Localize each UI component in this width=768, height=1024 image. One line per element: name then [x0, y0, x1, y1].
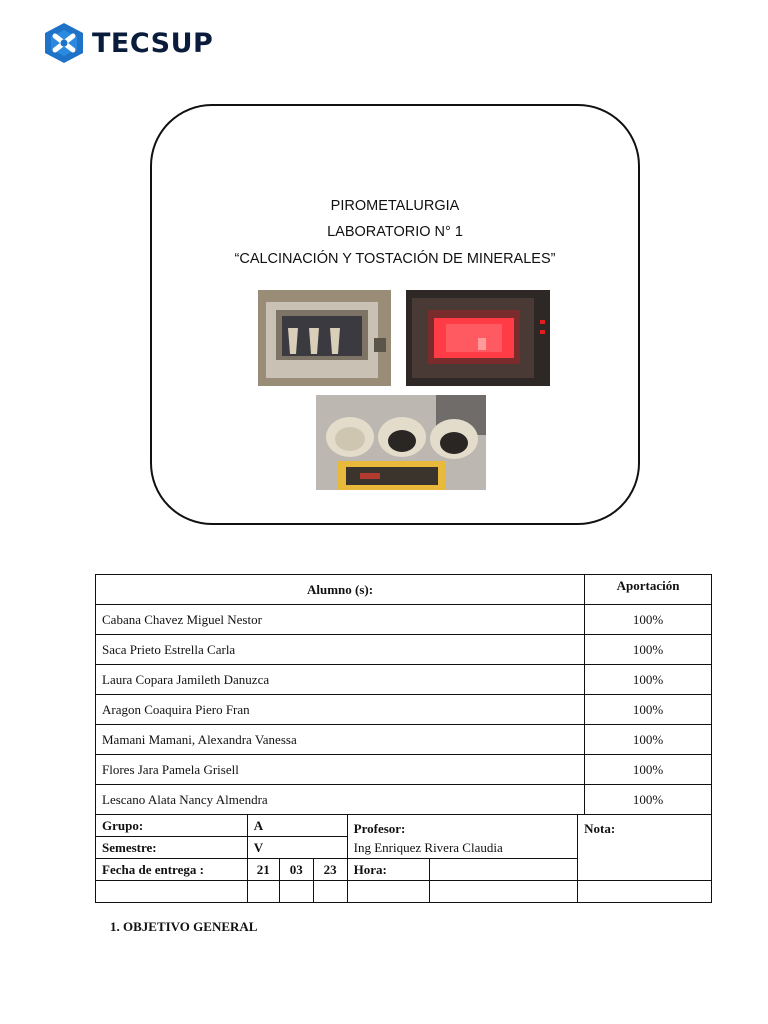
blank-cell [313, 881, 347, 903]
students-table [95, 574, 712, 903]
group-row [96, 815, 712, 837]
student-name: Cabana Chavez Miguel Nestor [96, 605, 585, 635]
professor-label: Profesor: [353, 821, 406, 836]
table-row [96, 725, 712, 755]
course-title: PIROMETALURGIA [330, 198, 460, 214]
blank-cell [279, 881, 313, 903]
student-contribution: 100% [585, 755, 712, 785]
blank-row [96, 881, 712, 903]
table-row [96, 755, 712, 785]
student-name: Laura Copara Jamileth Danuzca [96, 665, 585, 695]
group-label: Grupo: [96, 815, 248, 837]
logo-text: TECSUP [92, 27, 214, 59]
semester-label: Semestre: [96, 837, 248, 859]
section-heading: 1. OBJETIVO GENERAL [110, 919, 258, 934]
student-contribution: 100% [585, 785, 712, 815]
student-contribution: 100% [585, 695, 712, 725]
student-contribution: 100% [585, 635, 712, 665]
blank-cell [347, 881, 429, 903]
student-name: Lescano Alata Nancy Almendra [96, 785, 585, 815]
cover-box [150, 104, 640, 525]
student-contribution: 100% [585, 665, 712, 695]
date-day: 21 [247, 859, 279, 881]
professor-value: Ing Enriquez Rivera Claudia [353, 840, 503, 855]
blank-cell [96, 881, 248, 903]
student-contribution: 100% [585, 725, 712, 755]
blank-cell [578, 881, 712, 903]
blank-cell [429, 881, 578, 903]
furnace-photo [258, 290, 391, 386]
student-name: Saca Prieto Estrella Carla [96, 635, 585, 665]
hour-value [429, 859, 578, 881]
table-header-row [96, 575, 712, 605]
lab-number: LABORATORIO N° 1 [327, 224, 463, 240]
professor-cell [347, 815, 577, 859]
student-contribution: 100% [585, 605, 712, 635]
hot-furnace-photo [406, 290, 550, 386]
group-value: A [247, 815, 347, 837]
tecsup-logo-icon [40, 22, 88, 64]
table-row [96, 605, 712, 635]
table-row [96, 695, 712, 725]
tecsup-logo [40, 22, 213, 64]
date-year: 23 [313, 859, 347, 881]
date-label: Fecha de entrega : [96, 859, 248, 881]
table-row [96, 635, 712, 665]
semester-value: V [247, 837, 347, 859]
crucibles-photo [316, 395, 486, 490]
table-row [96, 785, 712, 815]
grade-label: Nota: [578, 815, 712, 881]
student-name: Mamani Mamani, Alexandra Vanessa [96, 725, 585, 755]
contribution-header: Aportación [585, 575, 712, 605]
date-month: 03 [279, 859, 313, 881]
hour-label: Hora: [347, 859, 429, 881]
blank-cell [247, 881, 279, 903]
table-row [96, 665, 712, 695]
student-name: Aragon Coaquira Piero Fran [96, 695, 585, 725]
lab-title: “CALCINACIÓN Y TOSTACIÓN DE MINERALES” [234, 251, 556, 267]
student-name: Flores Jara Pamela Grisell [96, 755, 585, 785]
students-header: Alumno (s): [96, 575, 585, 605]
